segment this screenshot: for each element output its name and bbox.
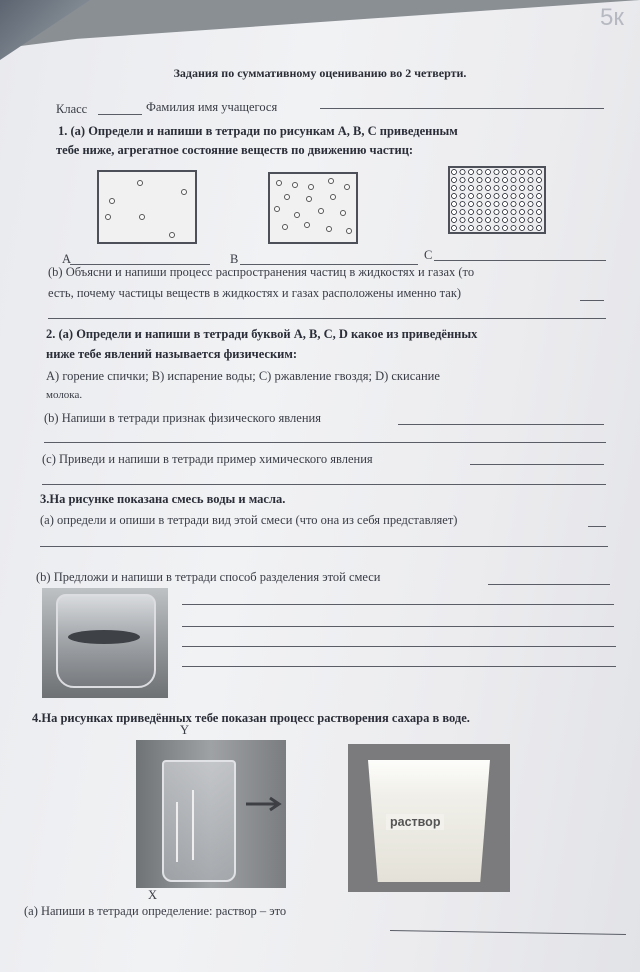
q1-text-line2: тебе ниже, агрегатное состояние веществ по движению частиц: (56, 143, 414, 157)
q2b-answer-line (44, 442, 606, 443)
q2b-blank-short (398, 424, 604, 425)
q3a-answer-line (40, 546, 608, 547)
student-name-label: Фамилия имя учащегося (146, 100, 278, 114)
figure-a-gas (97, 170, 197, 244)
q3b-blank-short (488, 584, 610, 585)
figure-b-liquid (268, 172, 358, 244)
q2-text-line1: 2. (а) Определи и напиши в тетради буквой А, В, С, D какое из приведённых (46, 327, 478, 341)
figure-c-solid (448, 166, 546, 234)
q2-options-continued: молока. (46, 389, 83, 401)
q2c-text: (с) Приведи и напиши в тетради пример химического явления (42, 452, 373, 466)
label-y: Y (180, 723, 190, 737)
q2b-text: (b) Напиши в тетради признак физического явления (44, 411, 321, 425)
solution-label: раствор (386, 814, 444, 830)
page-title: Задания по суммативному оцениванию во 2 четверти. (173, 66, 467, 80)
q1b-text-line1: (b) Объясни и напиши процесс распространения частиц в жидкостях и газах (то (48, 265, 475, 279)
q2-options: А) горение спички; В) испарение воды; С) ржавление гвоздя; D) скисание (46, 369, 440, 383)
class-blank (98, 114, 142, 115)
q2c-answer-line (42, 484, 606, 485)
class-label: Класс (56, 102, 88, 116)
sugar-in-water-photo (136, 740, 286, 888)
q3-text-line1: 3.На рисунке показана смесь воды и масла. (40, 492, 286, 506)
q3b-answer-line-3 (182, 646, 616, 647)
q4-text-line1: 4.На рисунках приведённых тебе показан процесс растворения сахара в воде. (32, 711, 470, 725)
label-b: В (230, 252, 239, 266)
arrow-right-icon (244, 796, 284, 812)
q2c-blank-short (470, 464, 604, 465)
q3b-answer-line-1 (182, 604, 614, 605)
q3b-answer-line-2 (182, 626, 614, 627)
q1b-blank-short (580, 300, 604, 301)
q2-text-line2: ниже тебе явлений называется физическим: (46, 347, 298, 361)
label-c: С (424, 248, 433, 262)
student-name-blank (320, 108, 604, 109)
answer-c-line (434, 260, 606, 261)
q3b-answer-line-4 (182, 666, 616, 667)
q3a-text: (а) определи и опиши в тетради вид этой смеси (что она из себя представляет) (40, 513, 458, 527)
label-x: X (148, 888, 158, 902)
q3a-blank-short (588, 526, 606, 527)
solution-photo (348, 744, 510, 892)
q1b-text-line2: есть, почему частицы веществ в жидкостях и газах расположены именно так) (48, 286, 462, 300)
q1b-answer-line (48, 318, 606, 319)
label-a: А (62, 252, 72, 266)
corner-mark: 5к (600, 4, 624, 31)
q3b-text: (b) Предложи и напиши в тетради способ разделения этой смеси (36, 570, 381, 584)
q4a-text: (а) Напиши в тетради определение: раствор – это (24, 904, 287, 918)
water-oil-mixture-photo (42, 588, 168, 698)
q1-text-line1: 1. (а) Определи и напиши в тетради по рисункам А, В, С приведенным (58, 124, 458, 138)
